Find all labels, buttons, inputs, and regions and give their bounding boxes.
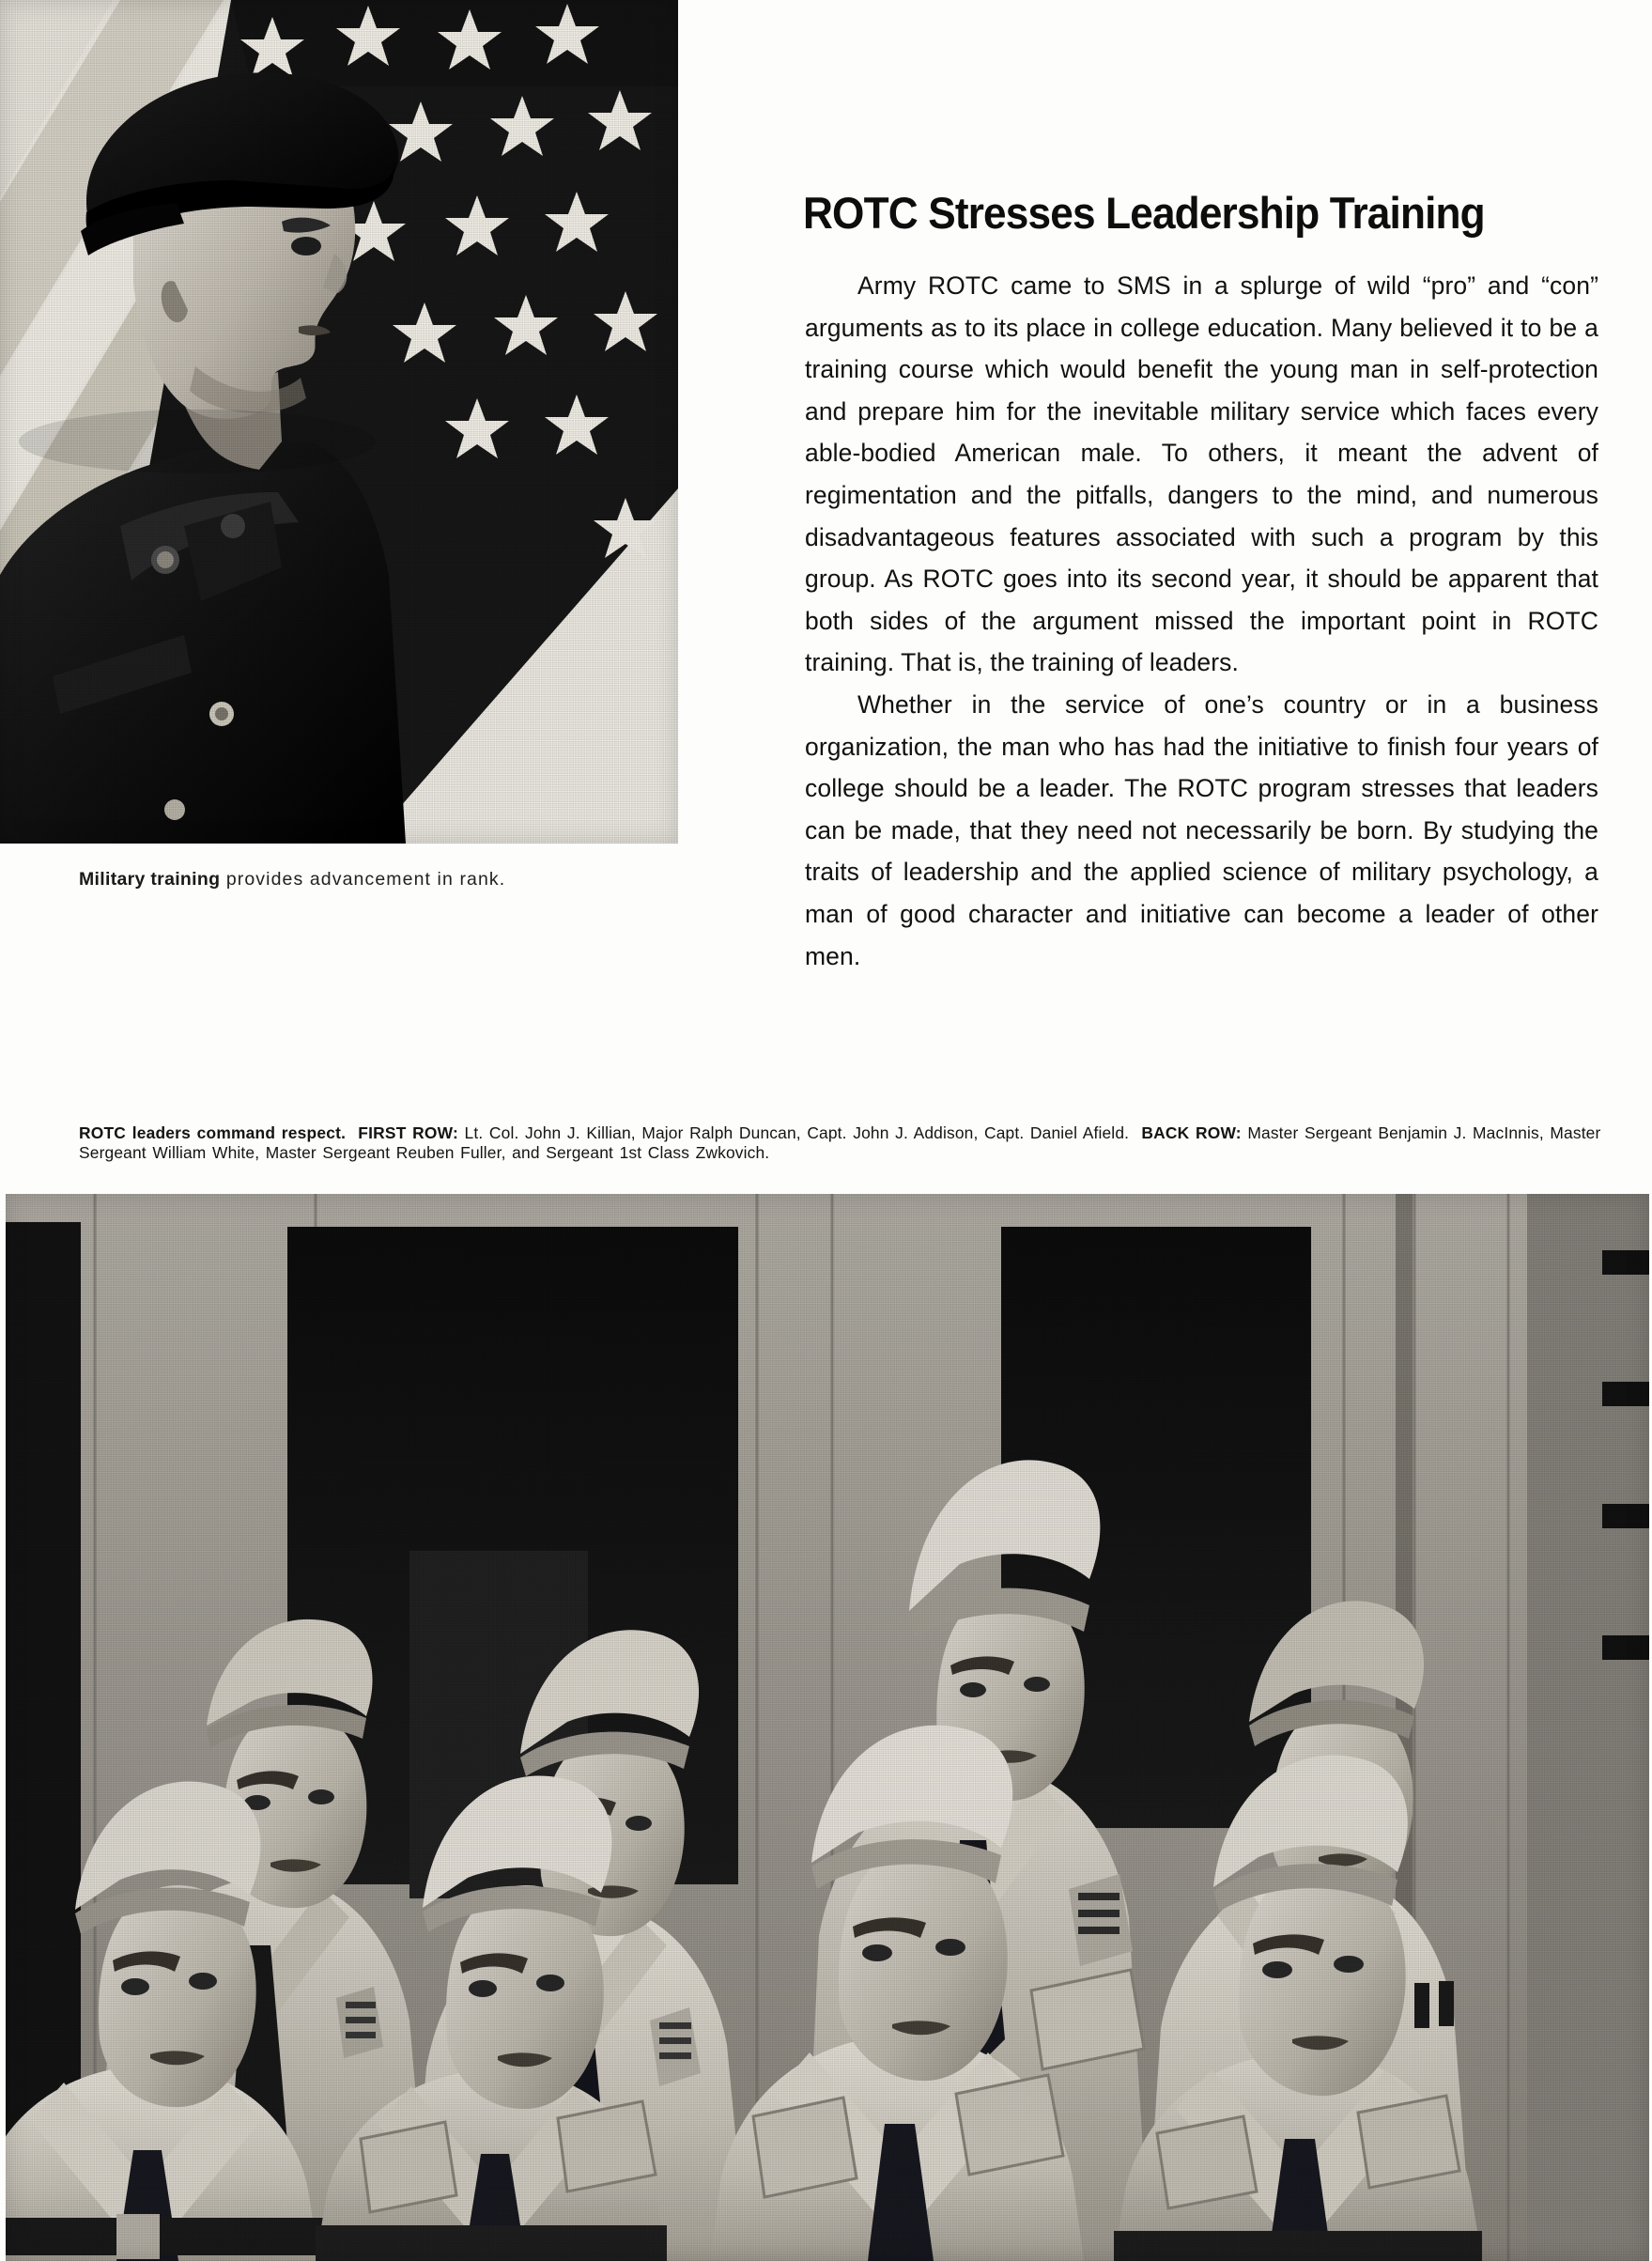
portrait-photo-graphic xyxy=(0,0,678,844)
group-photo-caption xyxy=(79,1123,1638,1162)
group-caption-back-row-names: Master Sergeant Benjamin J. MacInnis, Master Sergeant William White, Master Sergeant Reuben Fuller, and Sergeant 1st Class Zwkovich. xyxy=(79,1123,1601,1162)
portrait-caption-lead: Military training xyxy=(79,869,221,890)
page-title: ROTC Stresses Leadership Training xyxy=(803,188,1485,239)
portrait-caption-text: provides advancement in rank. xyxy=(225,869,506,890)
group-photo xyxy=(6,1194,1649,2261)
article-body xyxy=(805,265,1598,977)
group-photo-graphic xyxy=(6,1194,1649,2261)
article-paragraph-1: Army ROTC came to SMS in a splurge of wild “pro” and “con” arguments as to its place in college education. Many believed it to be a training course which would benefit the young man in self-protection and prepare him for the inevitable military service which faces every able-bodied American male. To others, it meant the advent of regimentation and the pitfalls, dangers to the mind, and numerous disadvantageous features associated with such a program by this group. As ROTC goes into its second year, it should be apparent that both sides of the argument missed the important point in ROTC training. That is, the training of leaders. xyxy=(805,271,1598,677)
group-caption-lead: ROTC leaders command respect. xyxy=(79,1123,347,1142)
caption-space-2 xyxy=(458,1123,465,1142)
group-caption-first-row-label: FIRST ROW: xyxy=(358,1123,458,1142)
caption-space-1 xyxy=(346,1123,358,1142)
caption-space-3 xyxy=(1129,1123,1141,1142)
group-caption-back-row-label: BACK ROW: xyxy=(1141,1123,1242,1142)
portrait-photo-caption xyxy=(79,869,680,890)
group-caption-first-row-names: Lt. Col. John J. Killian, Major Ralph Duncan, Capt. John J. Addison, Capt. Daniel Afield. xyxy=(464,1123,1130,1142)
portrait-photo xyxy=(0,0,678,844)
article-paragraph-2: Whether in the service of one’s country or in a business organization, the man who has had the initiative to finish four years of college should be a leader. The ROTC program stresses that leaders can be made, that they need not necessarily be born. By studying the traits of leadership and the applied science of military psychology, a man of good character and initiative can become a leader of other men. xyxy=(805,689,1598,970)
